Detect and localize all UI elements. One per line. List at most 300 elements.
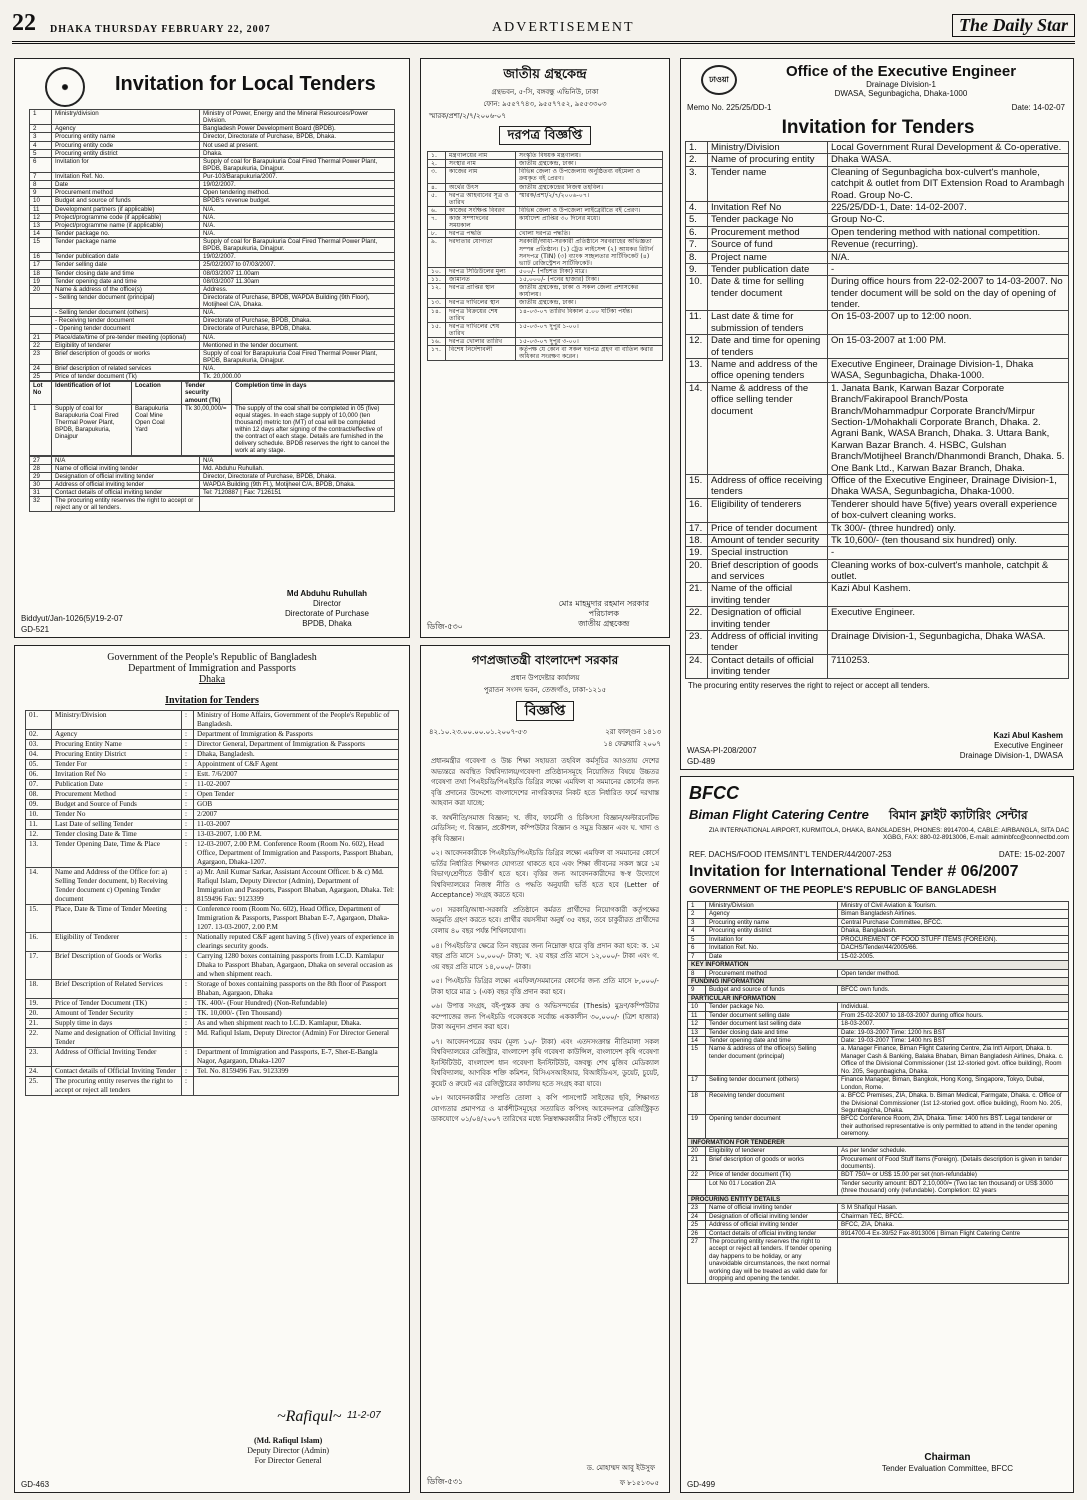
table-cell: 17. xyxy=(686,522,708,534)
table-cell: Ministry/division xyxy=(52,110,200,125)
ad6-ref: REF. DACHS/FOOD ITEMS/INT'L TENDER/44/2007-253 xyxy=(689,850,892,859)
table-cell: Appointment of C&F Agent xyxy=(194,760,399,770)
bpdb-seal-icon: ✺ xyxy=(45,67,85,107)
ad1-table xyxy=(29,109,395,381)
table-cell: Brief description of goods or works xyxy=(52,349,200,364)
table-row xyxy=(26,980,399,999)
table-cell: 24 xyxy=(688,1212,706,1220)
table-cell: বিভিন্ন জেলা ও উপজেলা লাইব্রেরীতে বই প্রেরণ। xyxy=(516,206,663,214)
table-cell: Invitation Ref No xyxy=(52,770,182,780)
table-cell: Tel. No. 8159496 Fax. 9123399 xyxy=(194,1067,399,1077)
table-cell: অর্থের উৎস xyxy=(446,183,516,191)
table-cell: Kazi Abul Kashem. xyxy=(828,583,1069,607)
table-cell: N/A. xyxy=(200,229,395,237)
table-cell: 12. xyxy=(686,335,708,359)
ad6-org: Biman Flight Catering Centre xyxy=(689,807,869,822)
table-row xyxy=(686,251,1069,263)
table-cell: 06. xyxy=(26,770,52,780)
ad5-date-bn: ২রা ফাল্গুন ১৪১৩ xyxy=(605,728,661,736)
table-cell: জাতীয় গ্রন্থকেন্দ্রের নিজস্ব তহবিল। xyxy=(516,183,663,191)
table-cell: Eligibility of tenderers xyxy=(708,498,828,522)
table-cell: 05. xyxy=(26,760,52,770)
table-cell: Ministry/Division xyxy=(708,142,828,154)
table-row xyxy=(688,944,1069,952)
ad-pm-office-notice xyxy=(420,645,670,1493)
table-row xyxy=(30,365,395,373)
table-row xyxy=(428,238,663,268)
table-row xyxy=(686,498,1069,522)
table-cell: Procuring entity district xyxy=(706,927,838,935)
table-cell: 30 xyxy=(30,480,52,488)
table-cell: ২. xyxy=(428,160,446,168)
table-cell: Invitation Ref No xyxy=(708,201,828,213)
table-cell: Md. Rafiqul Islam, Deputy Director (Admin) For Director General xyxy=(194,1029,399,1048)
table-row xyxy=(688,935,1069,943)
table-row xyxy=(688,1115,1069,1138)
signature-scribble: ~Rafiqul~ xyxy=(277,1408,342,1425)
table-cell: Budget and source of funds xyxy=(52,197,200,205)
table-cell: 13-03-2007, 1.00 P.M. xyxy=(194,830,399,840)
ad3-title: Invitation for Tenders xyxy=(781,117,975,138)
table-cell: : xyxy=(182,1029,194,1048)
table-row xyxy=(428,168,663,183)
table-cell: ৩. xyxy=(428,168,446,183)
table-row xyxy=(26,1067,399,1077)
table-cell: Ministry of Power, Energy and the Mineral Resources/Power Division. xyxy=(200,110,395,125)
table-cell: Address of official inviting tender xyxy=(52,480,200,488)
table-cell: 24. xyxy=(686,654,708,678)
table-cell: ১৭. xyxy=(428,346,446,361)
table-cell: : xyxy=(182,800,194,810)
table-cell: দরপত্র আহবানের সূত্র ও তারিখ xyxy=(446,191,516,206)
table-cell: Tender For xyxy=(52,760,182,770)
ad4-title: Invitation for Tenders xyxy=(165,695,259,706)
table-cell: 18 xyxy=(688,1092,706,1115)
table-cell: 21 xyxy=(30,333,52,341)
ad3-footer-code: GD-489 xyxy=(687,757,716,766)
table-cell: 12. xyxy=(26,830,52,840)
table-cell: As per tender schedule. xyxy=(838,1147,1069,1155)
table-cell: 10. xyxy=(686,276,708,311)
table-cell: কাজের সংক্ষিপ্ত বিবরণ xyxy=(446,206,516,214)
table-cell: Receiving tender document xyxy=(706,1092,838,1115)
table-cell: Director, Directorate of Purchase, BPDB, Dhaka. xyxy=(200,133,395,141)
table-cell: Agency xyxy=(706,910,838,918)
table-cell: Tender publication date xyxy=(52,253,200,261)
table-row xyxy=(686,142,1069,154)
table-cell: 13. xyxy=(26,840,52,868)
table-row xyxy=(428,206,663,214)
table-cell: : xyxy=(182,730,194,740)
table-cell: Name of official inviting tender xyxy=(52,464,200,472)
ad-dwasa-tenders xyxy=(680,58,1074,770)
table-cell: Cleaning works of box-culvert's manhole, catchpit & outlet. xyxy=(828,559,1069,583)
table-cell: 08/03/2007 11.00am xyxy=(200,269,395,277)
table-cell: 20 xyxy=(30,285,52,293)
ad2-signatory: মোঃ মাহমুদার রহমান সরকার পরিচালক জাতীয় গ্রন্থকেন্দ্র xyxy=(558,599,649,628)
table-row xyxy=(30,269,395,277)
table-row xyxy=(688,1171,1069,1179)
table-row xyxy=(26,730,399,740)
table-cell: Selling tender document (others) xyxy=(706,1076,838,1092)
ad3-signatory: Kazi Abul Kashem Executive Engineer Drainage Division-1, DWASA xyxy=(959,731,1063,760)
table-cell: Individual. xyxy=(838,1003,1069,1011)
section-header: INFORMATION FOR TENDERER xyxy=(688,1138,1069,1146)
table-row xyxy=(26,740,399,750)
table-cell: 2 xyxy=(30,125,52,133)
table-cell: 22. xyxy=(686,607,708,631)
table-cell: : xyxy=(182,790,194,800)
table-cell xyxy=(194,1077,399,1096)
table-cell: Tender document last selling date xyxy=(706,1020,838,1028)
table-cell: Brief description of goods and services xyxy=(708,559,828,583)
lot-header-cell: Tender security amount (Tk) xyxy=(182,382,232,404)
table-cell: Tender package No. xyxy=(706,1003,838,1011)
paragraph: ০২। আবেদনকারীকে পিএইচডি/পিএইচডি ডিগ্রির লক্ষ্যে এমফিল বা সমমানের কোর্সে ভর্তির নির্ধারিত শিক্ষাগত যোগ্যতা থাকতে হবে এবং শিক্ষা জীবনের সকল স্তরে ১ম বিভাগ/শ্রেণীতে উত্তীর্ণ হতে হবে। বৃত্তির জন্য আবেদনকারীদের স্ব-স্ব উদ্যোগে বিশ্ববিদ্যালয়ের নিজস্ব নীতি ও পদ্ধতি অনুযায়ী ভর্তি হতে হবে (Letter of Acceptance) সংগ্রহ করতে হবে। xyxy=(431,849,659,900)
table-cell: 4 xyxy=(688,927,706,935)
table-cell: 19/02/2007. xyxy=(200,181,395,189)
table-cell: সংস্কৃতি বিষয়ক মন্ত্রণালয়। xyxy=(516,152,663,160)
table-cell: 19 xyxy=(688,1115,706,1138)
section-header: PROCURING ENTITY DETAILS xyxy=(688,1195,1069,1203)
table-cell: 10 xyxy=(688,1003,706,1011)
table-cell: 04. xyxy=(26,750,52,760)
table-cell: 14. xyxy=(686,382,708,474)
ad3-reserve: The procuring entity reserves the right to reject or accept all tenders. xyxy=(688,680,930,690)
table-cell: 5 xyxy=(688,935,706,943)
table-cell: 3 xyxy=(30,133,52,141)
table-cell: - Selling tender document (principal) xyxy=(52,293,200,308)
table-cell: 19. xyxy=(686,547,708,559)
table-row xyxy=(428,152,663,160)
table-row xyxy=(686,654,1069,678)
table-cell: Brief description of goods or works xyxy=(706,1155,838,1171)
table-row xyxy=(686,226,1069,238)
table-cell: Date xyxy=(52,181,200,189)
table-cell: : xyxy=(182,830,194,840)
table-row xyxy=(688,1204,1069,1212)
table-row xyxy=(428,215,663,230)
table-cell: 12-03-2007, 2.00 P.M. Conference Room (Room No. 602), Head Office, Department of Immigration and Passports, Passport Bhaban, Agargaon, Dhaka-1207. xyxy=(194,840,399,868)
ad-immigration-tenders xyxy=(14,645,410,1493)
table-cell: Name and Address of the Office for: a) Selling Tender document, b) Receiving Tender document c) Opening Tender document xyxy=(52,868,182,905)
table-cell: ১৫,০০০/- (পনের হাজার) টাকা। xyxy=(516,276,663,284)
table-row xyxy=(428,346,663,361)
table-row xyxy=(26,840,399,868)
table-cell: Procurement method xyxy=(52,189,200,197)
table-cell: : xyxy=(182,711,194,730)
table-row xyxy=(30,229,395,237)
table-row xyxy=(30,157,395,172)
ad5-footer: ডিজি-৫৩১ xyxy=(427,1477,464,1486)
table-cell: : xyxy=(182,1077,194,1096)
table-cell: a. Manager Finance, Biman Flight Catering Centre, Zia Int'l Airport, Dhaka. b. Manager Cash & Banking, Balaka Bhaban, Biman Bangladesh Airlines, Dhaka. c. Office of the Divisional Commissioner (1st 12-storied govt. office building), Room No. 205, Segunbagicha, Dhaka. xyxy=(838,1045,1069,1076)
ad1-footer-code: GD-521 xyxy=(21,625,50,634)
paragraph: ০৩। সরকারি/আধা-সরকারি প্রতিষ্ঠানে কর্মরত প্রার্থীদের নিয়োগকারী কর্তৃপক্ষের অনুমতি গ্রহণ করতে হবে। প্রার্থীর বয়সসীমা অনুর্ধ ৩৫ বছর, তবে চাকুরীরত প্রার্থীদের বেলায় ৪০ বছর পর্যন্ত শিথিলযোগ্য। xyxy=(431,905,659,935)
table-cell: Directorate of Purchase, BPDB, WAPDA Building (9th Floor), Motijheel C/A, Dhaka. xyxy=(200,293,395,308)
ad5-memo: ৪২.১০.২৩.০০.০০.০১.২০০৭-৫৩ xyxy=(429,728,527,736)
table-cell: 13 xyxy=(688,1028,706,1036)
table-cell: Supply time in days xyxy=(52,1019,182,1029)
table-cell: : xyxy=(182,1048,194,1067)
ad5-footer-code: ফ ৮১৫১৩০৫ xyxy=(619,1479,659,1487)
table-cell: ১৫-০৩-০৭ দুপুর ৩-০০। xyxy=(516,338,663,346)
table-row xyxy=(30,261,395,269)
table-cell: 12 xyxy=(688,1020,706,1028)
table-cell: Nationally reputed C&F agent having 5 (five) years of experience in clearings security goods. xyxy=(194,933,399,952)
table-row xyxy=(30,285,395,293)
table-cell: দরপত্র খোলার তারিখ xyxy=(446,338,516,346)
table-cell: Ministry of Civil Aviation & Tourism. xyxy=(838,902,1069,910)
table-cell: 19/02/2007. xyxy=(200,253,395,261)
paragraph: ০৪। পিএইচডি'র ক্ষেত্রে তিন বছরের জন্য নিম্নোক্ত হারে বৃত্তি প্রদান করা হবে: ক. ১ম বছর প্রতি মাসে ১০,০০০/- টাকা; খ. ২য় বছর প্রতি মাসে ১২,০০০/- টাকা এবং গ. ৩য় বছর প্রতি মাসে ১৪,০০০/- টাকা। xyxy=(431,941,659,971)
table-cell: Open tendering method. xyxy=(200,189,395,197)
table-cell: 5 xyxy=(30,149,52,157)
table-row xyxy=(688,1212,1069,1220)
table-cell: Lot No 01 / Location ZIA xyxy=(706,1179,838,1195)
table-cell: Director General, Department of Immigration & Passports xyxy=(194,740,399,750)
table-row xyxy=(26,1019,399,1029)
table-cell: 25 xyxy=(688,1221,706,1229)
table-cell: Cleaning of Segunbagicha box-culvert's manhole, catchpit & outlet from DIT Extension Road to Arambagh Road. Group No-C. xyxy=(828,166,1069,201)
table-cell: Ministry/Division xyxy=(706,902,838,910)
table-cell: Amount of tender security xyxy=(708,534,828,546)
table-cell: Office of the Executive Engineer, Drainage Division-1, Dhaka WASA, Segunbagicha, Dhaka-1000. xyxy=(828,474,1069,498)
ad5-title: বিজ্ঞপ্তি xyxy=(516,701,575,721)
table-cell: N/A. xyxy=(828,251,1069,263)
table-cell: 11-02-2007 xyxy=(194,780,399,790)
ad5-office: প্রধান উপদেষ্টার কার্যালয় xyxy=(510,674,580,682)
section-title: ADVERTISEMENT xyxy=(492,20,635,35)
table-cell: 17 xyxy=(688,1076,706,1092)
table-cell: Price of tender document (Tk) xyxy=(706,1171,838,1179)
table-cell: Executive Engineer, Drainage Division-1, Dhaka WASA, Segunbagicha, Dhaka-1000. xyxy=(828,359,1069,383)
table-cell: On 15-03-2007 at 1:00 PM. xyxy=(828,335,1069,359)
table-row xyxy=(26,1048,399,1067)
table-cell: Name & address of the office(s) xyxy=(52,285,200,293)
table-row xyxy=(688,902,1069,910)
table-cell: : xyxy=(182,1019,194,1029)
ad3-table xyxy=(685,141,1069,679)
table-cell: 09. xyxy=(26,800,52,810)
table-cell: TK. 400/- (Four Hundred) (Non-Refundable) xyxy=(194,999,399,1009)
table-cell: N/A. xyxy=(200,309,395,317)
table-cell: 2/2007 xyxy=(194,810,399,820)
table-cell: Mentioned in the tender document. xyxy=(200,341,395,349)
table-cell: 7 xyxy=(30,173,52,181)
table-cell: Place/date/time of pre-tender meeting (optional) xyxy=(52,333,200,341)
table-cell: 16. xyxy=(686,498,708,522)
table-cell: Development partners (if applicable) xyxy=(52,205,200,213)
table-cell: জাতীয় গ্রন্থকেন্দ্র, ঢাকা ও সকল জেলা প্রশাসকের কার্যালয়। xyxy=(516,284,663,299)
table-cell: Date xyxy=(706,952,838,960)
table-cell: Department of Immigration & Passports xyxy=(194,730,399,740)
table-row xyxy=(688,1155,1069,1171)
table-cell: Invitation Ref. No. xyxy=(706,944,838,952)
table-cell: Md. Abduhu Ruhullah. xyxy=(200,464,395,472)
ad2-address: গ্রন্থভবন, ৫-সি, বঙ্গবন্ধু এভিনিউ, ঢাকা xyxy=(491,88,599,96)
table-cell: Department of Immigration and Passports, E-7, Sher-E-Bangla Nagor, Agargaon, Dhaka-1207 xyxy=(194,1048,399,1067)
table-cell: Pur-103/Barapukuria/2007. xyxy=(200,173,395,181)
section-header: KEY INFORMATION xyxy=(688,961,1069,969)
table-cell: Supply of coal for Barapukuria Coal Fired Thermal Power Plant, BPDB, Barapukuria, Dinajpur. xyxy=(200,238,395,253)
table-cell: N/A xyxy=(200,456,395,464)
paragraph: প্রধানমন্ত্রীর গবেষণা ও উচ্চ শিক্ষা সহায়তা তহবিল কর্মসূচির আওতায় দেশের অভ্যন্তরে অবস্থিত বিশ্ববিদ্যালয়/গবেষণা প্রতিষ্ঠানসমূহে নিয়োজিত বিষয়ে উচ্চতর গবেষণা তথা পিএইচডি/পিএইচডি ডিগ্রির লক্ষ্যে এমফিল বা সমমানের কোর্সের জন্য বৃত্তি প্রদানের উদ্দেশ্যে বাংলাদেশের নাগরিকদের নিকট হতে নির্ধারিত ফর্মে দরখাস্ত আহবান করা যাচ্ছে: xyxy=(431,757,659,808)
table-cell: Contact details of official inviting tender xyxy=(708,654,828,678)
table-row xyxy=(30,489,395,497)
table-cell: দরপত্র পদ্ধতি xyxy=(446,230,516,238)
table-cell: Ministry/Division xyxy=(52,711,182,730)
table-cell: ১২. xyxy=(428,284,446,299)
lot-header-cell: Identification of lot xyxy=(52,382,132,404)
table-row xyxy=(688,1045,1069,1076)
table-cell: GOB xyxy=(194,800,399,810)
table-cell: Procurement of Food Stuff Items (Foreign). (Details description is given in tender documents). xyxy=(838,1155,1069,1171)
table-cell: 1 xyxy=(30,110,52,125)
paragraph: ক. অর্থনীতি/সমাজ বিজ্ঞান; খ. জীব, ফার্মেসী ও চিকিৎসা বিজ্ঞান/অল্টারনেটিভ মেডিসিন; গ. বিজ্ঞান, প্রকৌশল, কম্পিউটার বিজ্ঞান ও সমুদ্র বিজ্ঞান এবং ঘ. খাদ্য ও কৃষি বিজ্ঞান। xyxy=(431,813,659,843)
table-cell xyxy=(30,325,52,333)
ad3-sub2: DWASA, Segunbagicha, Dhaka-1000 xyxy=(834,89,968,98)
table-cell: কর্তৃপক্ষ যে কোন বা সকল দরপত্র গ্রহণ বা বাতিল করার অধিকার সংরক্ষণ করেন। xyxy=(516,346,663,361)
table-cell: Carrying 1280 boxes containing passports from I.C.D. Kamlapur Dhaka to Passport Bhaban, Agargaon, Dhaka on several occasion as and when shipment reach. xyxy=(194,952,399,980)
lot-cell: Supply of coal for Barapukuria Coal Fired Thermal Power Plant, BPDB, Barapukuria, Dinajpur xyxy=(52,404,132,455)
table-cell: 6 xyxy=(688,944,706,952)
table-cell: Address of Official Inviting Tender xyxy=(52,1048,182,1067)
table-cell: : xyxy=(182,1009,194,1019)
table-cell: 14 xyxy=(688,1037,706,1045)
table-cell: ১৪. xyxy=(428,307,446,322)
table-cell xyxy=(200,497,395,512)
table-cell: Designation of official inviting tender xyxy=(708,607,828,631)
table-cell: N/A. xyxy=(200,205,395,213)
table-row xyxy=(26,760,399,770)
ad4-table xyxy=(25,710,399,1096)
table-cell: 14 xyxy=(30,229,52,237)
table-cell: কাজের নাম xyxy=(446,168,516,183)
table-cell: দরপত্র সিডিউলের মূল্য xyxy=(446,267,516,275)
table-cell: 25 xyxy=(30,373,52,381)
table-cell: 18 xyxy=(30,269,52,277)
table-cell: Dhaka. xyxy=(200,149,395,157)
table-cell: 11. xyxy=(686,311,708,335)
ad1-tail-table xyxy=(29,456,395,513)
table-cell: 23 xyxy=(30,349,52,364)
paragraph: ০৭। আবেদনপত্রের ফরম (মূল্য ১০/- টাকা) এবং এতদসংক্রান্ত নীতিমালা সকল বিশ্ববিদ্যালয়ের রেজিস্ট্রার, বাংলাদেশ কৃষি গবেষণা কাউন্সিল, বাংলাদেশ কৃষি গবেষণা ইনস্টিটিউট, বাংলাদেশ ধান গবেষণা ইনস্টিটিউট, বঙ্গবন্ধু শেখ মুজিব মেডিক্যাল বিশ্ববিদ্যালয়, আণবিক শক্তি কমিশন, বিসিএসআইআর, বিআইডিএস, ডুয়েট, চুয়েট, কুয়েট ও রুয়েট এর রেজিস্ট্রারের কার্যালয় হতে সংগ্রহ করা যাবে। xyxy=(431,1037,659,1088)
table-cell: Tk. 20,000.00 xyxy=(200,373,395,381)
table-cell: Open tender method. xyxy=(838,969,1069,977)
table-cell: 9 xyxy=(688,986,706,994)
table-cell: 9 xyxy=(30,189,52,197)
table-cell: 7 xyxy=(688,952,706,960)
table-cell: দরপত্র বিক্রয়ের শেষ তারিখ xyxy=(446,307,516,322)
lot-header-cell: Lot No xyxy=(30,382,52,404)
table-cell: - xyxy=(828,547,1069,559)
table-cell: ৬. xyxy=(428,206,446,214)
table-cell: Dhaka, Bangladesh. xyxy=(194,750,399,760)
table-cell: BFCC, ZIA, Dhaka. xyxy=(838,1221,1069,1229)
table-cell: Finance Manager, Biman, Bangkok, Hong Kong, Singapore, Tokyo, Dubai, London, Rome. xyxy=(838,1076,1069,1092)
table-cell: Designation of official inviting tender xyxy=(706,1212,838,1220)
table-row xyxy=(26,800,399,810)
masthead xyxy=(12,10,1075,44)
table-cell: জামানত xyxy=(446,276,516,284)
table-cell: From 25-02-2007 to 18-03-2007 during office hours. xyxy=(838,1011,1069,1019)
table-cell: Biman Bangladesh Airlines. xyxy=(838,910,1069,918)
table-row xyxy=(30,181,395,189)
lot-cell: 1 xyxy=(30,404,52,455)
ad2-table xyxy=(427,151,663,361)
table-row xyxy=(30,317,395,325)
table-cell: BPDB's revenue budget. xyxy=(200,197,395,205)
ad4-city: Dhaka xyxy=(198,674,226,685)
table-row xyxy=(688,1237,1069,1283)
table-cell: 225/25/DD-1, Date: 14-02-2007. xyxy=(828,201,1069,213)
table-cell: Tender publication date xyxy=(708,263,828,275)
ad3-org: Office of the Executive Engineer xyxy=(785,63,1017,80)
table-cell: 11-03-2007 xyxy=(194,820,399,830)
table-row xyxy=(26,1029,399,1048)
lot-cell: Tk 30,00,000/= xyxy=(182,404,232,455)
table-cell: 07. xyxy=(26,780,52,790)
table-row xyxy=(30,238,395,253)
table-cell: 20. xyxy=(686,559,708,583)
table-cell: জাতীয় গ্রন্থকেন্দ্র, ঢাকা। xyxy=(516,299,663,307)
table-row xyxy=(428,322,663,337)
table-cell: 17. xyxy=(26,952,52,980)
table-cell: 15. xyxy=(686,474,708,498)
table-cell: বিভিন্ন জেলা ও উপজেলায় অনুষ্ঠিতব্য বইমেলা ও ক্রয়কৃত বই প্রেরণ। xyxy=(516,168,663,183)
table-row xyxy=(30,141,395,149)
table-cell: : xyxy=(182,952,194,980)
table-cell: Agency xyxy=(52,730,182,740)
table-cell xyxy=(30,293,52,308)
table-cell: ৫০০/- (পাঁচশত টাকা) মাত্র। xyxy=(516,267,663,275)
table-cell: 4 xyxy=(30,141,52,149)
table-row xyxy=(26,905,399,933)
ad2-title: দরপত্র বিজ্ঞপ্তি xyxy=(499,126,592,145)
ad1-lot-table xyxy=(29,381,395,455)
table-cell: Procuring entity code xyxy=(52,141,200,149)
table-cell: Contact details of Official Inviting Tender xyxy=(52,1067,182,1077)
table-cell: Project name xyxy=(708,251,828,263)
table-cell: S M Shafiqul Hasan. xyxy=(838,1204,1069,1212)
table-cell: Tender selling date xyxy=(52,261,200,269)
ad2-footer: ডিজি-৫৩০ xyxy=(427,622,463,631)
ad3-memo: Memo No. 225/25/DD-1 xyxy=(687,103,772,112)
paragraph: ০৫। পিএইচডি ডিগ্রির লক্ষ্যে এমফিল/সমমানের কোর্সের জন্য প্রতি মাসে ৮,০০০/- টাকা হারে মাত্র ১ (এক) বছর বৃত্তি প্রদান করা হবে। xyxy=(431,977,659,996)
table-cell: 1. xyxy=(686,142,708,154)
ad1-signatory: Md Abduhu Ruhullah Director Directorate of Purchase BPDB, Dhaka xyxy=(284,589,369,628)
table-cell: 20. xyxy=(26,1009,52,1019)
table-cell: 6 xyxy=(30,157,52,172)
table-cell: Eligibility of tenderer xyxy=(706,1147,838,1155)
table-cell: DACHS/Tender/44/2005/66. xyxy=(838,944,1069,952)
table-cell: Name and designation of Official Inviting Tender xyxy=(52,1029,182,1048)
table-row xyxy=(26,810,399,820)
table-cell: 27 xyxy=(30,456,52,464)
table-cell: Price of Tender Document (TK) xyxy=(52,999,182,1009)
table-row xyxy=(26,820,399,830)
table-cell: সরকারী/আধা-সরকারী প্রতিষ্ঠানে সরবরাহের অভিজ্ঞতা সম্পন্ন প্রতিষ্ঠান। (১) ট্রেড লাইসেন্স (২) আয়কর রিটার্ন সনদপত্র (TIN) (৩) ব্যাংক সচ্ছলতার সার্টিফিকেট (৪) ভ্যাট রেজিস্ট্রেশন সার্টিফিকেট। xyxy=(516,238,663,268)
table-cell: Storage of boxes containing passports on the 8th floor of Passport Bhaban, Agargaon, Dhaka xyxy=(194,980,399,999)
table-row xyxy=(30,213,395,221)
table-row xyxy=(686,276,1069,311)
ad6-gov: GOVERNMENT OF THE PEOPLE'S REPUBLIC OF BANGLADESH xyxy=(689,885,997,896)
table-cell: Tender package no. xyxy=(52,229,200,237)
table-cell: 8 xyxy=(30,181,52,189)
table-row xyxy=(26,830,399,840)
table-cell: Special instruction xyxy=(708,547,828,559)
